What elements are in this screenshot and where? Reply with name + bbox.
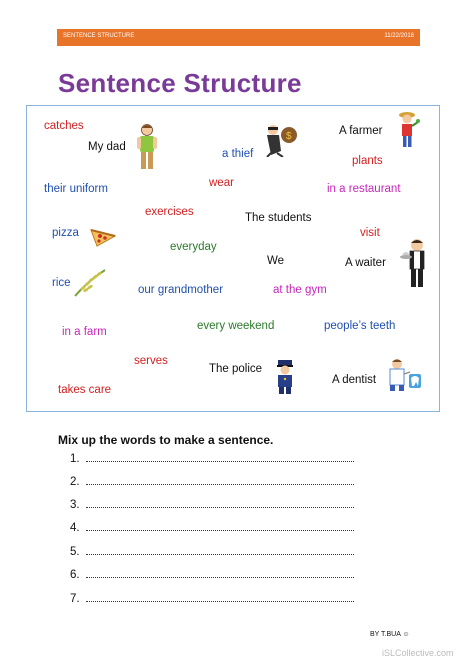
line-number: 5. — [70, 546, 80, 558]
word-my-dad: My dad — [88, 141, 126, 153]
word-in-a-farm: in a farm — [62, 326, 107, 338]
dotted-line[interactable] — [86, 520, 354, 531]
word-visit: visit — [360, 227, 380, 239]
line-number: 7. — [70, 593, 80, 605]
answer-line-1[interactable] — [70, 451, 354, 465]
dotted-line[interactable] — [86, 591, 354, 602]
thief-icon — [263, 121, 301, 157]
dotted-line[interactable] — [86, 567, 354, 578]
dotted-line[interactable] — [86, 451, 354, 462]
man-icon — [134, 123, 160, 171]
word-pizza: pizza — [52, 227, 79, 239]
word-takes-care: takes care — [58, 384, 112, 396]
word-peoples-teeth: people’s teeth — [324, 320, 396, 332]
line-number: 1. — [70, 453, 80, 465]
word-their-uniform: their uniform — [44, 183, 108, 195]
word-the-police: The police — [209, 363, 263, 375]
police-icon — [273, 358, 297, 394]
header-title: SENTENCE STRUCTURE — [63, 33, 135, 39]
dentist-icon — [383, 356, 423, 392]
dotted-line[interactable] — [86, 474, 354, 485]
word-the-students: The students — [245, 212, 312, 224]
header-bar — [57, 29, 420, 46]
answer-line-6[interactable] — [70, 567, 354, 581]
answer-line-4[interactable] — [70, 520, 354, 534]
line-number: 3. — [70, 499, 80, 511]
dotted-line[interactable] — [86, 544, 354, 555]
word-a-thief: a thief — [222, 148, 254, 160]
pizza-icon — [89, 226, 117, 248]
word-serves: serves — [134, 355, 168, 367]
farmer-icon — [396, 110, 420, 148]
word-rice: rice — [52, 277, 71, 289]
word-our-grandmother: our grandmother — [138, 284, 224, 296]
word-everyday: everyday — [170, 241, 217, 253]
word-in-a-restaurant: in a restaurant — [327, 183, 401, 195]
line-number: 6. — [70, 569, 80, 581]
word-plants: plants — [352, 155, 383, 167]
answer-line-7[interactable] — [70, 591, 354, 605]
svg-text:$: $ — [286, 131, 292, 142]
word-a-waiter: A waiter — [345, 257, 386, 269]
word-catches: catches — [44, 120, 84, 132]
word-at-the-gym: at the gym — [273, 284, 327, 296]
word-a-dentist: A dentist — [332, 374, 377, 386]
instruction-text: Mix up the words to make a sentence. — [58, 433, 274, 447]
answer-line-2[interactable] — [70, 474, 354, 488]
word-wear: wear — [209, 177, 234, 189]
answer-line-3[interactable] — [70, 497, 354, 511]
line-number: 4. — [70, 522, 80, 534]
word-we: We — [267, 255, 285, 267]
header-date: 11/22/2018 — [384, 33, 414, 39]
dotted-line[interactable] — [86, 497, 354, 508]
rice-icon — [73, 268, 107, 298]
site-watermark: iSLCollective.com — [382, 648, 454, 658]
word-every-weekend: every weekend — [197, 320, 275, 332]
word-a-farmer: A farmer — [339, 125, 383, 137]
page-title: Sentence Structure — [58, 68, 302, 98]
waiter-icon — [400, 237, 434, 289]
line-number: 2. — [70, 476, 80, 488]
author-credit: BY T.BUA ☺ — [370, 631, 410, 638]
word-exercises: exercises — [145, 206, 194, 218]
answer-line-5[interactable] — [70, 544, 354, 558]
